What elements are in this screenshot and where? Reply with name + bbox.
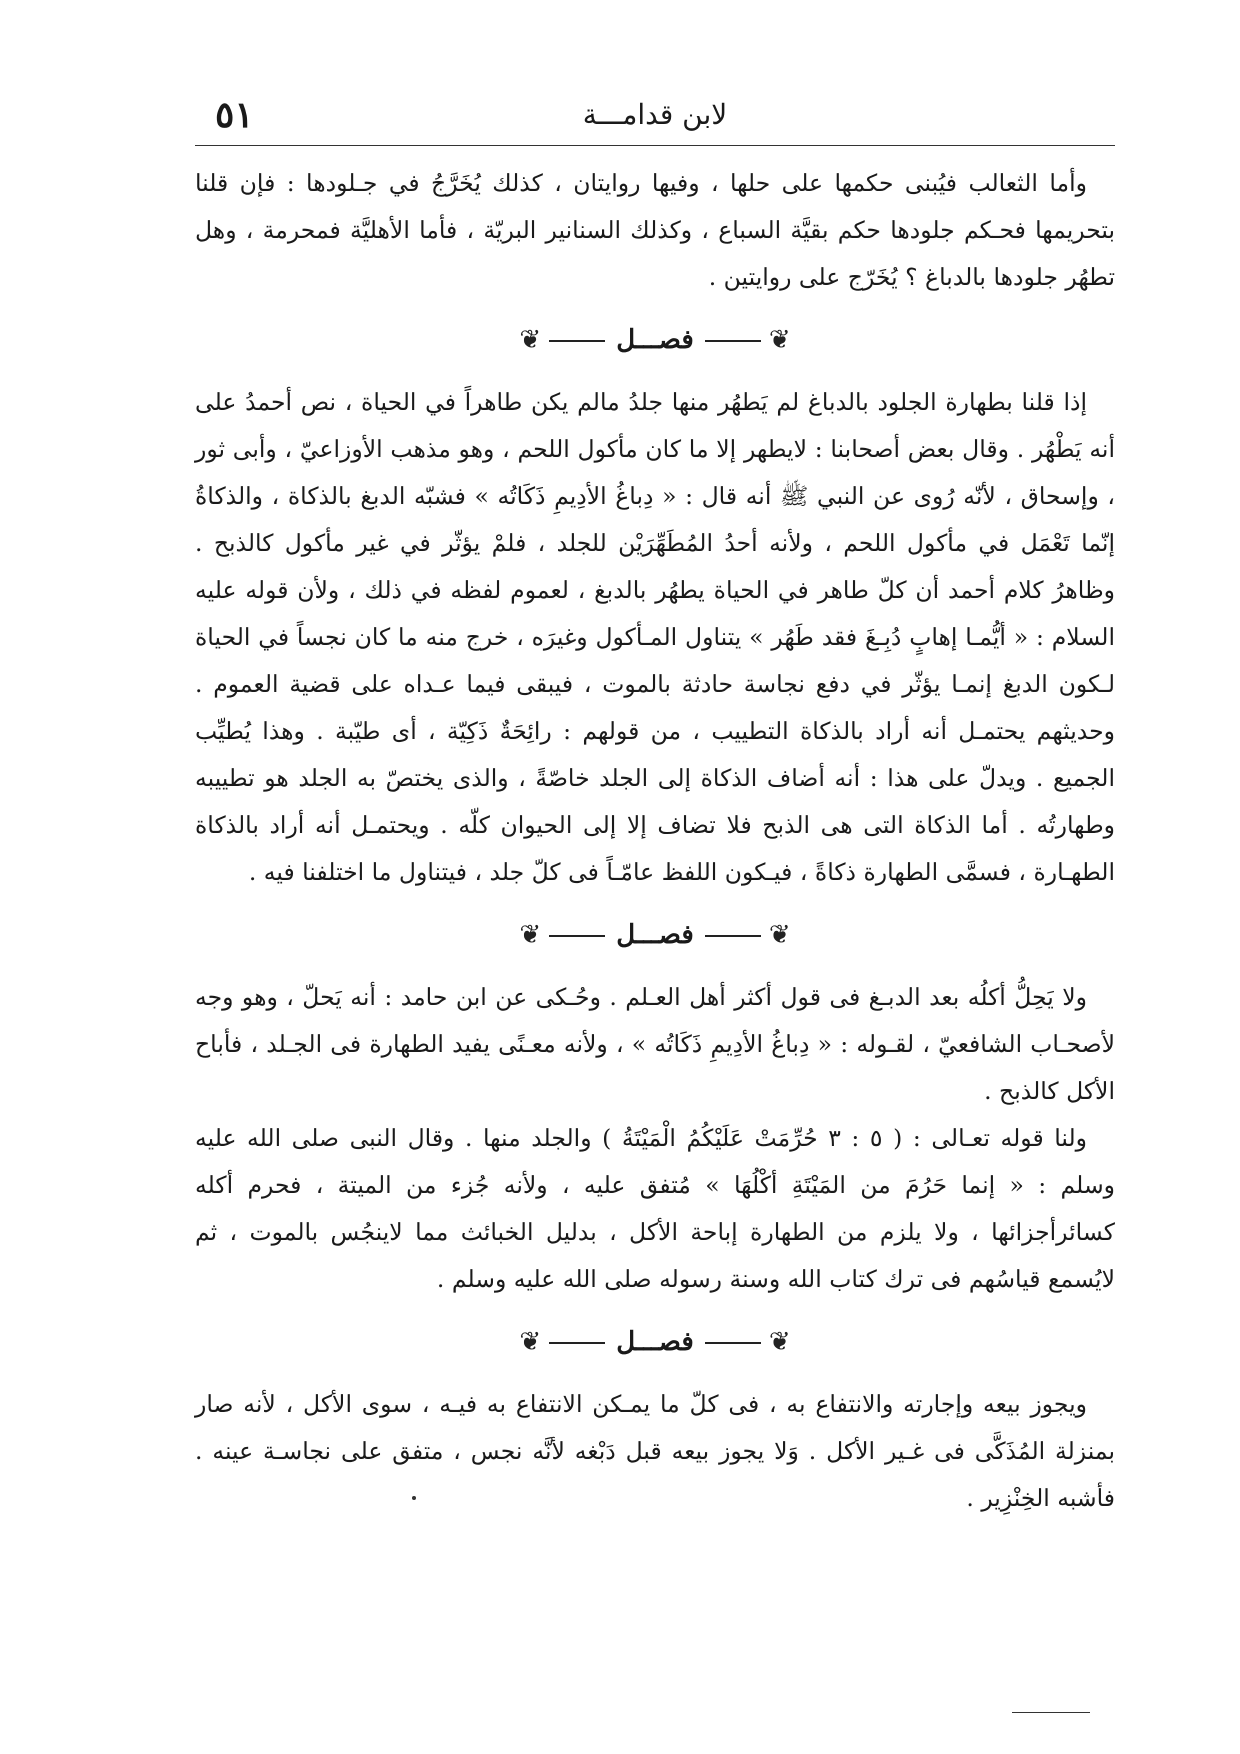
ornament-left-icon: ❦	[519, 920, 542, 950]
page-header	[195, 88, 1115, 143]
section-heading	[195, 315, 1115, 365]
ornament-right-icon: ❦	[768, 920, 791, 950]
running-title: لابن قدامـــة	[582, 98, 728, 131]
page-number: ٥١	[215, 94, 254, 136]
paragraph: إذا قلنا بطهارة الجلود بالدباغ لم يَطهُر منها جلدُ مالم يكن طاهراً في الحياة ، نص أحمدُ على أنه يَطْهُر . وقال بعض أصحابنا : لايطهر إلا ما كان مأكول اللحم ، وهو مذهب الأوزاعيّ ، وأبى ثور ، وإسحاق ، لأنّه رُوى عن النبي ﷺ أنه قال : « دِباغُ الأدِيمِ ذَكَاتُه » فشبّه الدبغ بالذكاة ، والذكاةُ إنّما تَعْمَل في مأكول اللحم ، ولأنه أحدُ المُطَهِّرَيْن للجلد ، فلمْ يؤثّر في غير مأكول كالذبح . وظاهرُ كلام أحمد أن كلّ طاهر في الحياة يطهُر بالدبغ ، لعموم لفظه في ذلك ، ولأن قوله عليه السلام : « أيُّمـا إهابٍ دُبِـغَ فقد طَهُر » يتناول المـأكول وغيرَه ، خرج منه ما كان نجساً في الحياة لـكون الدبغ إنمـا يؤثّر في دفع نجاسة حادثة بالموت ، فيبقى فيما عـداه على قضية العموم . وحديثهم يحتمـل أنه أراد بالذكاة التطييب ، من قولهم : رائِحَةٌ ذَكِيّة ، أى طيّبة . وهذا يُطيِّب الجميع . ويدلّ على هذا : أنه أضاف الذكاة إلى الجلد خاصّةً ، والذى يختصّ به الجلد هو تطييبه وطهارتُه . أما الذكاة التى هى الذبح فلا تضاف إلا إلى الحيوان كلّه . ويحتمـل أنه أراد بالذكاة الطهـارة ، فسمَّى الطهارة ذكاةً ، فيـكون اللفظ عامّـاً فى كلّ جلد ، فيتناول ما اختلفنا فيه .	[195, 388, 1115, 886]
page-body	[195, 160, 1115, 1522]
header-divider	[195, 145, 1115, 146]
paragraph: ويجوز بيعه وإجارته والانتفاع به ، فى كلّ ما يمـكن الانتفاع به فيـه ، سوى الأكل ، لأنه صار بمنزلة المُذَكَّى فى غـير الأكل . وَلا يجوز بيعه قبل دَبْغه لأنَّه نجس ، متفق على نجاسـة عينه . فأشبه الخِنْزِير .	[195, 1390, 1115, 1512]
ornament-right-icon: ❦	[768, 325, 791, 355]
ornament-line	[549, 935, 605, 937]
ornament-left-icon: ❦	[519, 1327, 542, 1357]
section-heading	[195, 1317, 1115, 1367]
section-title: فصـــل	[616, 920, 694, 950]
paragraph: وأما الثعالب فيُبنى حكمها على حلها ، وفيها روايتان ، كذلك يُخَرَّجُ في جـلودها : فإن قلنا بتحريمها فحـكم جلودها حكم بقيَّة السباع ، وكذلك السنانير البريّة ، فأما الأهليَّة فمحرمة ، وهل تطهُر جلودها بالدباغ ؟ يُخَرّج على روايتين .	[195, 169, 1115, 291]
ornament-line	[549, 1342, 605, 1344]
paragraph: ولنا قوله تعـالى : ( ٥ : ٣ حُرِّمَتْ عَلَيْكُمُ الْمَيْتَةُ ) والجلد منها . وقال النبى صلى الله عليه وسلم : « إنما حَرُمَ من المَيْتَةِ أكْلُهَا » مُتفق عليه ، ولأنه جُزء من الميتة ، فحرم أكله كسائرأجزائها ، ولا يلزم من الطهارة إباحة الأكل ، بدليل الخبائث مما لاينجُس بالموت ، ثم لايُسمع قياسُهم فى ترك كتاب الله وسنة رسوله صلى الله عليه وسلم .	[195, 1124, 1115, 1293]
ornament-right-icon: ❦	[768, 1327, 791, 1357]
paragraph: ولا يَحِلُّ أكلُه بعد الدبـغ فى قول أكثر أهل العـلم . وحُـكى عن ابن حامد : أنه يَحلّ ، وهو وجه لأصحـاب الشافعيّ ، لقـوله : « دِباغُ الأدِيمِ ذَكَاتُه » ، ولأنه معـنًى يفيد الطهارة فى الجـلد ، فأباح الأكل كالذبح .	[195, 983, 1115, 1105]
ornament-line	[705, 1342, 761, 1344]
section-title: فصـــل	[616, 325, 694, 355]
ornament-line	[549, 340, 605, 342]
ornament-line	[705, 340, 761, 342]
ornament-line	[705, 935, 761, 937]
section-title: فصـــل	[616, 1327, 694, 1357]
print-speck	[412, 1496, 416, 1500]
section-heading	[195, 910, 1115, 960]
ornament-left-icon: ❦	[519, 325, 542, 355]
footer-rule	[1012, 1712, 1090, 1713]
